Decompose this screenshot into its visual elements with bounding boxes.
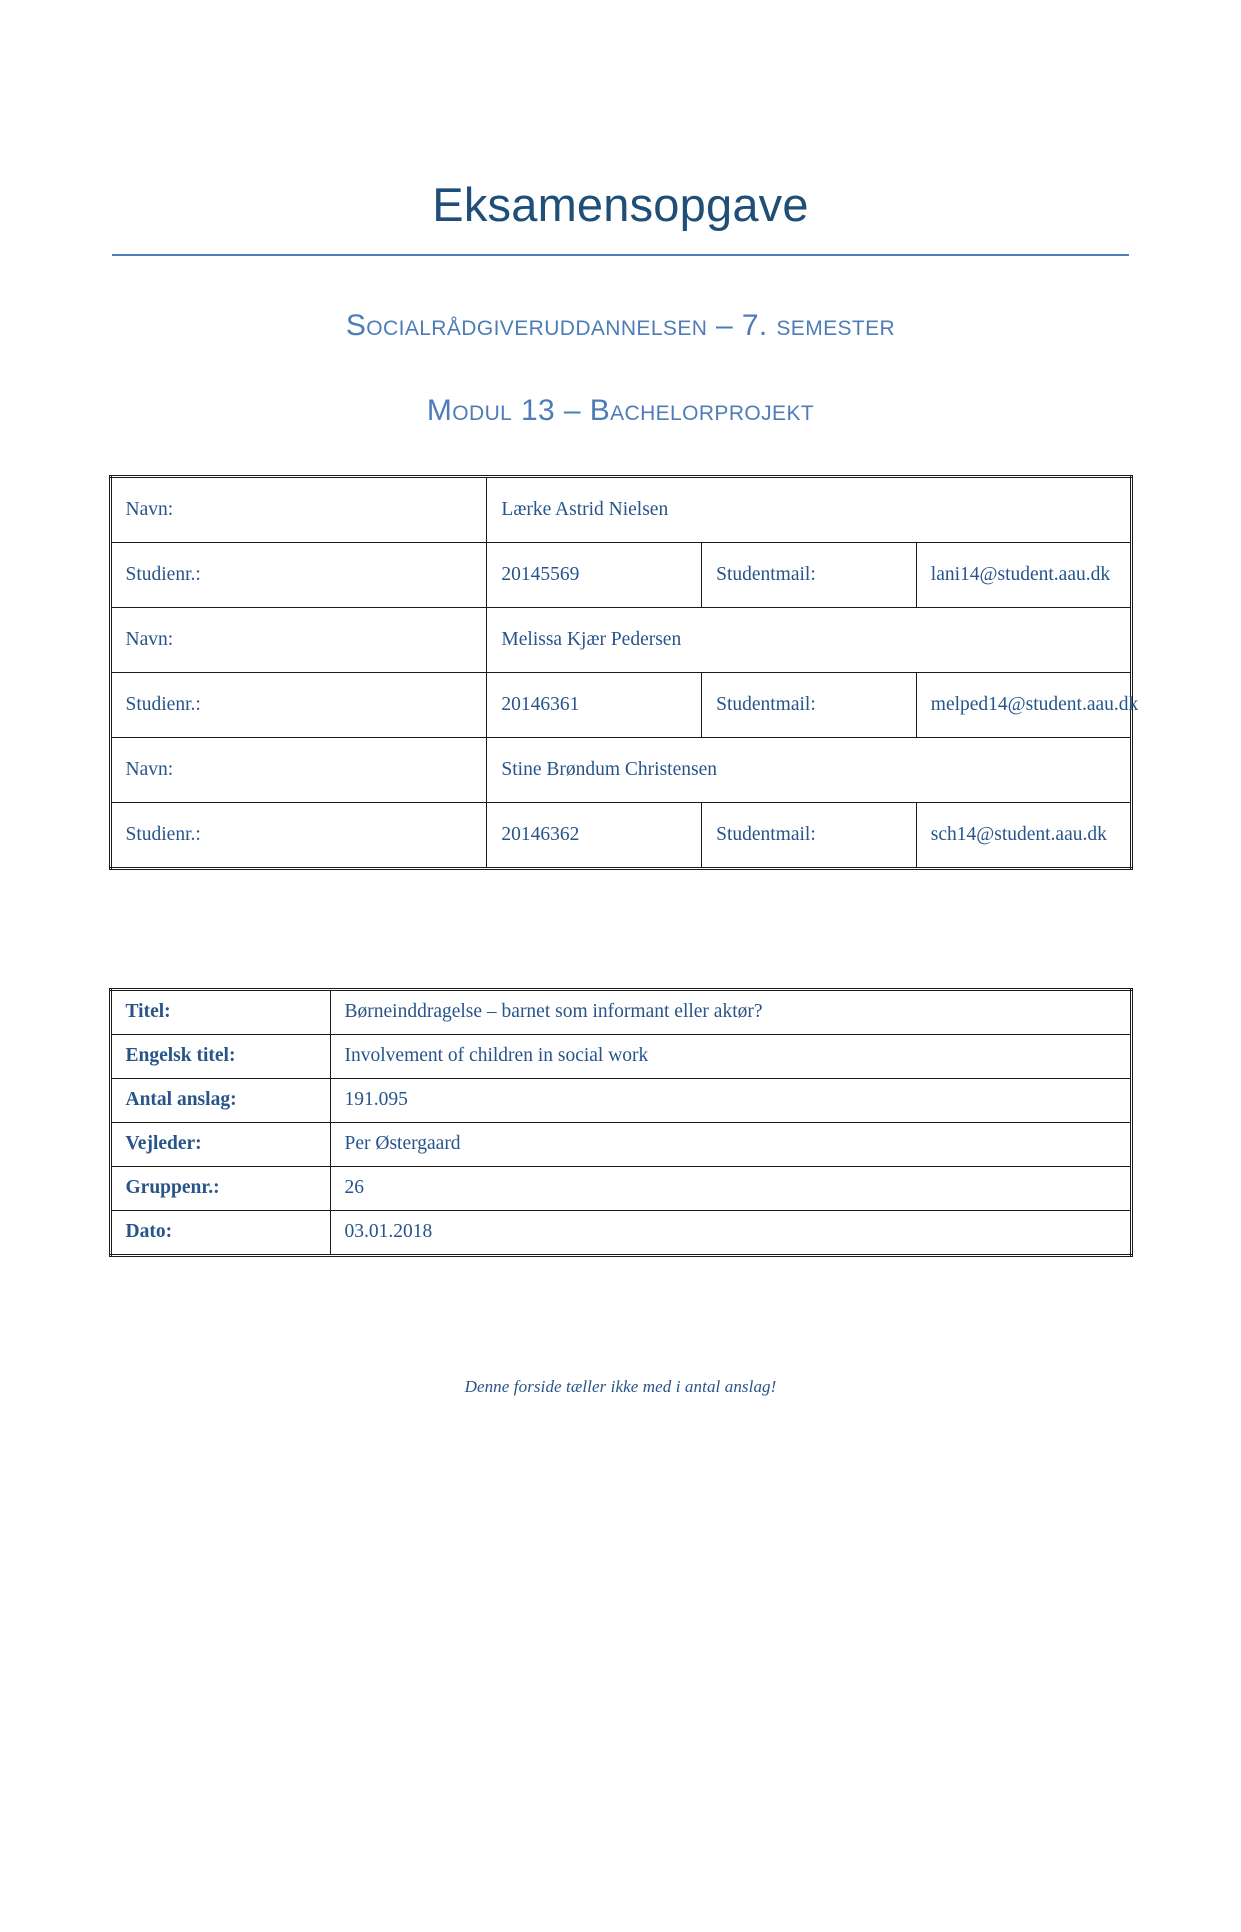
value-dato: 03.01.2018 (330, 1211, 1131, 1256)
table-row (110, 543, 1131, 608)
table-row (110, 477, 1131, 543)
table-row (110, 673, 1131, 738)
title-block (0, 178, 1241, 256)
label-gruppenr: Gruppenr.: (110, 1167, 330, 1211)
students-table-body (110, 477, 1139, 869)
project-meta-table (109, 988, 1133, 1257)
value-studentmail-2: melped14@student.aau.dk (916, 673, 1131, 738)
label-vejleder: Vejleder: (110, 1123, 330, 1167)
table-row (110, 1123, 1131, 1167)
table-row (110, 608, 1131, 673)
table-row (110, 1035, 1131, 1079)
value-vejleder: Per Østergaard (330, 1123, 1131, 1167)
students-table (109, 475, 1139, 870)
value-studienr-2: 20146361 (487, 673, 702, 738)
value-engelsk-titel: Involvement of children in social work (330, 1035, 1131, 1079)
footer-note: Denne forside tæller ikke med i antal anslag! (464, 1377, 777, 1397)
label-antal-anslag: Antal anslag: (110, 1079, 330, 1123)
label-studienr-2: Studienr.: (110, 673, 487, 738)
table-row (110, 803, 1131, 869)
label-engelsk-titel: Engelsk titel: (110, 1035, 330, 1079)
value-navn-2: Melissa Kjær Pedersen (487, 608, 1131, 673)
value-studentmail-1: lani14@student.aau.dk (916, 543, 1131, 608)
value-studienr-1: 20145569 (487, 543, 702, 608)
label-dato: Dato: (110, 1211, 330, 1256)
subheading-programme: Socialrådgiveruddannelsen – 7. semester (345, 309, 896, 343)
label-navn-3: Navn: (110, 738, 487, 803)
project-meta-table-body (110, 990, 1131, 1256)
table-row (110, 1079, 1131, 1123)
title-divider (112, 254, 1129, 256)
subheading-module: Modul 13 – Bachelorprojekt (426, 394, 815, 428)
table-row (110, 1167, 1131, 1211)
cover-page (0, 178, 1241, 1932)
value-navn-3: Stine Brøndum Christensen (487, 738, 1131, 803)
value-studentmail-3: sch14@student.aau.dk (916, 803, 1131, 869)
table-row (110, 1211, 1131, 1256)
label-studentmail-2: Studentmail: (702, 673, 917, 738)
table-row (110, 738, 1131, 803)
value-gruppenr: 26 (330, 1167, 1131, 1211)
label-titel: Titel: (110, 990, 330, 1035)
table-row (110, 990, 1131, 1035)
page-title: Eksamensopgave (432, 178, 809, 231)
value-antal-anslag: 191.095 (330, 1079, 1131, 1123)
value-titel: Børneinddragelse – barnet som informant eller aktør? (330, 990, 1131, 1035)
subheading-block (0, 308, 1241, 429)
label-studienr-3: Studienr.: (110, 803, 487, 869)
label-studienr-1: Studienr.: (110, 543, 487, 608)
value-studienr-3: 20146362 (487, 803, 702, 869)
label-navn-2: Navn: (110, 608, 487, 673)
value-navn-1: Lærke Astrid Nielsen (487, 477, 1131, 543)
label-studentmail-3: Studentmail: (702, 803, 917, 869)
label-navn-1: Navn: (110, 477, 487, 543)
label-studentmail-1: Studentmail: (702, 543, 917, 608)
